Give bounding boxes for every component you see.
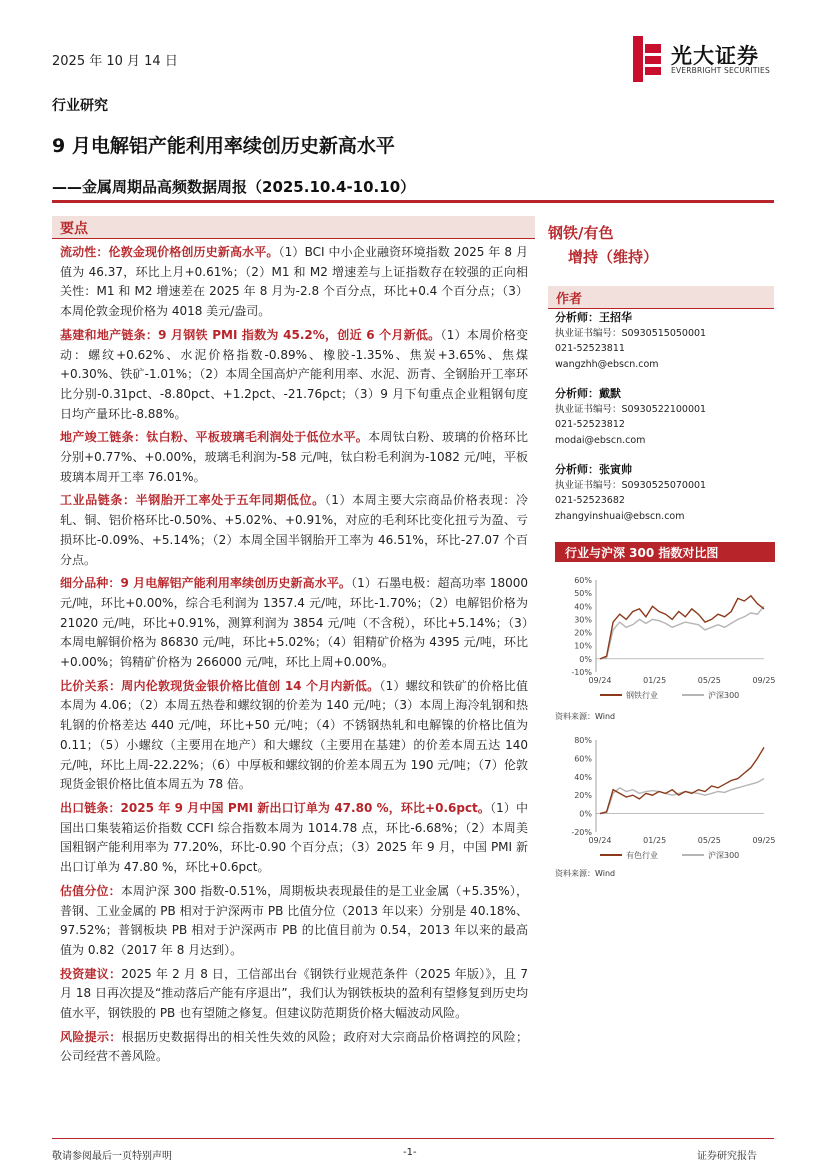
x-tick-label: 01/25 (643, 676, 667, 685)
y-tick-label: 60% (574, 576, 592, 585)
keypoint-paragraph (60, 243, 528, 322)
y-tick-label: 0% (579, 654, 592, 664)
footer-divider (52, 1138, 774, 1139)
x-tick-label: 09/25 (752, 836, 776, 845)
report-subtitle: ——金属周期品高频数据周报（2025.10.4-10.10） (52, 178, 416, 196)
x-tick-label: 05/25 (697, 836, 721, 845)
y-tick-label: 80% (574, 736, 592, 745)
nonferrous-vs-hs300-chart (550, 732, 780, 864)
x-tick-label: 01/25 (643, 836, 667, 845)
authors-heading: 作者 (556, 292, 583, 307)
header-divider (52, 200, 774, 203)
analyst-phone: 021-52523682 (555, 495, 625, 506)
x-tick-label: 09/24 (588, 676, 612, 685)
y-tick-label: 0% (579, 809, 592, 819)
chart-header (555, 542, 775, 562)
page-number: -1- (403, 1147, 417, 1158)
analyst-block (555, 462, 775, 524)
keypoint-lead: 出口链条：2025 年 9 月中国 PMI 新出口订单为 47.80 %，环比+0.6pct。 (60, 800, 491, 815)
footer-disclaimer: 敬请参阅最后一页特别声明 (52, 1151, 172, 1162)
keypoints-header (52, 216, 535, 239)
keypoint-text: 本周沪深 300 指数-0.51%，周期板块表现最佳的是工业金属（+5.35%），普钢、工业金属的 PB 相对于沪深两市 PB 比值分位（2013 年以来）分别是 40.18%、97.52%；普钢板块 PB 相对于沪深两市 PB 的比值目前为 0.54，2013 年以来的最高值为 0.82（2017 年 8 月达到）。 (60, 883, 528, 957)
keypoint-lead: 工业品链条：半钢胎开工率处于五年同期低位。 (60, 493, 325, 508)
keypoint-paragraph (60, 428, 528, 487)
keypoint-text: （1）石墨电极：超高功率 18000 元/吨，环比+0.00%，综合毛利润为 1357.4 元/吨，环比-1.70%；（2）电解铝价格为 21020 元/吨，环比+0.91%，测算利润为 3854 元/吨（不含税），环比+5.14%；（3）本周电解铜价格为 86830 元/吨，环比+5.02%；（4）钼精矿价格为 4395 元/吨，环比+0.00%；钨精矿价格为 266000 元/吨，环比上周+0.00%。 (60, 576, 529, 670)
y-tick-label: 20% (574, 628, 592, 638)
y-tick-label: 30% (574, 615, 592, 625)
footer-report-label: 证券研究报告 (697, 1151, 757, 1162)
chart-source: 资料来源：Wind (555, 869, 616, 878)
analyst-name: 分析师：戴默 (555, 387, 621, 400)
keypoint-text: （1）本周主要大宗商品价格表现：冷轧、铜、铝价格环比-0.50%、+5.02%、+0.91%，对应的毛利环比变化扭亏为盈、亏损环比-0.09%、+5.14%；（2）本周全国半钢胎开工率为 46.51%，环比-27.07 个百分点。 (60, 493, 528, 567)
keypoint-lead: 细分品种：9 月电解铝产能利用率续创历史新高水平。 (60, 576, 352, 591)
chart-source: 资料来源：Wind (555, 712, 616, 721)
keypoint-lead: 比价关系：周内伦敦现货金银价格比值创 14 个月内新低。 (60, 678, 380, 693)
keypoint-text: 2025 年 2 月 8 日，工信部出台《钢铁行业规范条件（2025 年版）》，且 7 月 18 日再次提及“推动落后产能有序退出”，我们认为钢铁板块的盈利有望修复到历史均值水平，钢铁股的 PB 也有望随之修复。但建议防范期货价格大幅波动风险。 (60, 966, 528, 1021)
x-tick-label: 05/25 (697, 676, 721, 685)
analyst-phone: 021-52523811 (555, 343, 625, 354)
analyst-block (555, 310, 775, 372)
keypoint-paragraph (60, 1028, 528, 1067)
keypoint-text: （1）螺纹和铁矿的价格比值本周为 4.06；（2）本周五热卷和螺纹钢的价差为 140 元/吨；（3）本周上海冷轧钢和热轧钢的价格差达 440 元/吨，环比+50 元/吨；（4）不锈钢热轧和电解镍的价格比值为 0.11；（5）小螺纹（主要用在地产）和大螺纹（主要用在基建）的价差本周五达 140 元/吨，环比上周-22.22%；（6）中厚板和螺纹钢的价差本周五为 190 元/吨；（7）伦敦现货金银价格比值本周五为 78 倍。 (60, 678, 528, 792)
legend-label: 钢铁行业 (626, 691, 658, 700)
keypoint-text: （1）BCI 中小企业融资环境指数 2025 年 8 月值为 46.37，环比上月+0.61%；（2）M1 和 M2 增速差与上证指数存在较强的正向相关性：M1 和 M2 增速差在 2025 年 8 月为-2.8 个百分点，环比+0.4 个百分点；（3）本周伦敦金现价格为 4018 美元/盎司。 (60, 245, 528, 319)
legend-label: 沪深300 (708, 691, 740, 700)
analyst-block (555, 386, 775, 448)
authors-header (548, 286, 774, 309)
report-type: 行业研究 (52, 98, 108, 114)
analyst-cert: 执业证书编号：S0930525070001 (555, 479, 707, 491)
keypoint-paragraph (60, 965, 528, 1024)
series-line-有色行业 (600, 747, 764, 813)
legend-label: 有色行业 (626, 851, 658, 860)
keypoint-lead: 风险提示： (60, 1029, 122, 1044)
analyst-email[interactable]: modai@ebscn.com (555, 434, 646, 446)
keypoint-paragraph (60, 491, 528, 570)
analyst-email[interactable]: wangzhh@ebscn.com (555, 358, 659, 370)
y-tick-label: 20% (574, 791, 592, 801)
rating-label: 增持（维持） (568, 248, 659, 266)
y-tick-label: 10% (574, 641, 592, 651)
logo-text-cn: 光大证券 (671, 44, 759, 68)
analyst-cert: 执业证书编号：S0930522100001 (555, 403, 707, 415)
logo-text-en: EVERBRIGHT SECURITIES (671, 66, 770, 75)
keypoint-lead: 投资建议： (60, 966, 122, 981)
y-tick-label: 50% (574, 589, 592, 599)
x-tick-label: 09/24 (588, 836, 612, 845)
y-tick-label: 40% (574, 772, 592, 782)
keypoint-paragraph (60, 882, 528, 961)
keypoints-heading: 要点 (60, 221, 88, 237)
keypoint-text: （1）本周价格变动：螺纹+0.62%、水泥价格指数-0.89%、橡胶-1.35%、焦炭+3.65%、焦煤+0.30%、铁矿-1.01%；（2）本周全国高炉产能利用率、水泥、沥青、全钢胎开工率环比分别-0.31pct、-8.80pct、+1.2pct、-21.76pct；（3）9 月下旬重点企业粗钢旬度日均产量环比-8.88%。 (60, 327, 529, 421)
steel-vs-hs300-chart (550, 572, 780, 704)
y-tick-label: -20% (571, 828, 592, 837)
keypoint-lead: 流动性：伦敦金现价格创历史新高水平。 (60, 245, 279, 259)
keypoints-body (60, 243, 528, 1071)
analyst-name: 分析师：王招华 (555, 311, 632, 324)
keypoint-paragraph (60, 799, 528, 878)
y-tick-label: 40% (574, 602, 592, 612)
keypoint-paragraph (60, 677, 528, 795)
series-line-钢铁行业 (600, 596, 764, 659)
legend-label: 沪深300 (708, 851, 740, 860)
chart-heading: 行业与沪深 300 指数对比图 (565, 546, 719, 560)
analyst-name: 分析师：张寅帅 (555, 463, 632, 476)
keypoint-lead: 估值分位： (60, 883, 121, 898)
keypoint-paragraph (60, 574, 528, 673)
analyst-phone: 021-52523812 (555, 419, 625, 430)
report-date: 2025 年 10 月 14 日 (52, 54, 178, 69)
analyst-email[interactable]: zhangyinshuai@ebscn.com (555, 510, 685, 522)
keypoint-lead: 地产竣工链条：钛白粉、平板玻璃毛利润处于低位水平。 (60, 430, 369, 445)
x-tick-label: 09/25 (752, 676, 776, 685)
everbright-logo (627, 36, 787, 86)
keypoint-paragraph (60, 326, 528, 425)
report-title: 9 月电解铝产能利用率续创历史新高水平 (52, 135, 395, 157)
keypoint-text: 本周钛白粉、玻璃的价格环比分别+0.77%、+0.00%，玻璃毛利润为-58 元/吨，钛白粉毛利润为-1082 元/吨，平板玻璃本周开工率 76.01%。 (60, 430, 528, 484)
y-tick-label: 60% (574, 754, 592, 764)
y-tick-label: -10% (571, 668, 592, 677)
keypoint-lead: 基建和地产链条：9 月钢铁 PMI 指数为 45.2%，创近 6 个月新低。 (60, 327, 441, 342)
sector-label: 钢铁/有色 (548, 224, 614, 242)
analyst-cert: 执业证书编号：S0930515050001 (555, 327, 707, 339)
keypoint-text: （1）中国出口集装箱运价指数 CCFI 综合指数本周为 1014.78 点，环比-6.68%；（2）本周美国粗钢产能利用率为 77.20%，环比-0.90 个百分点；（3）2025 年 9 月，中国 PMI 新出口订单为 47.80 %，环比+0.6pct。 (60, 800, 528, 875)
everbright-logo-icon (627, 36, 665, 82)
keypoint-text: 根据历史数据得出的相关性失效的风险；政府对大宗商品价格调控的风险；公司经营不善风险。 (60, 1029, 528, 1064)
